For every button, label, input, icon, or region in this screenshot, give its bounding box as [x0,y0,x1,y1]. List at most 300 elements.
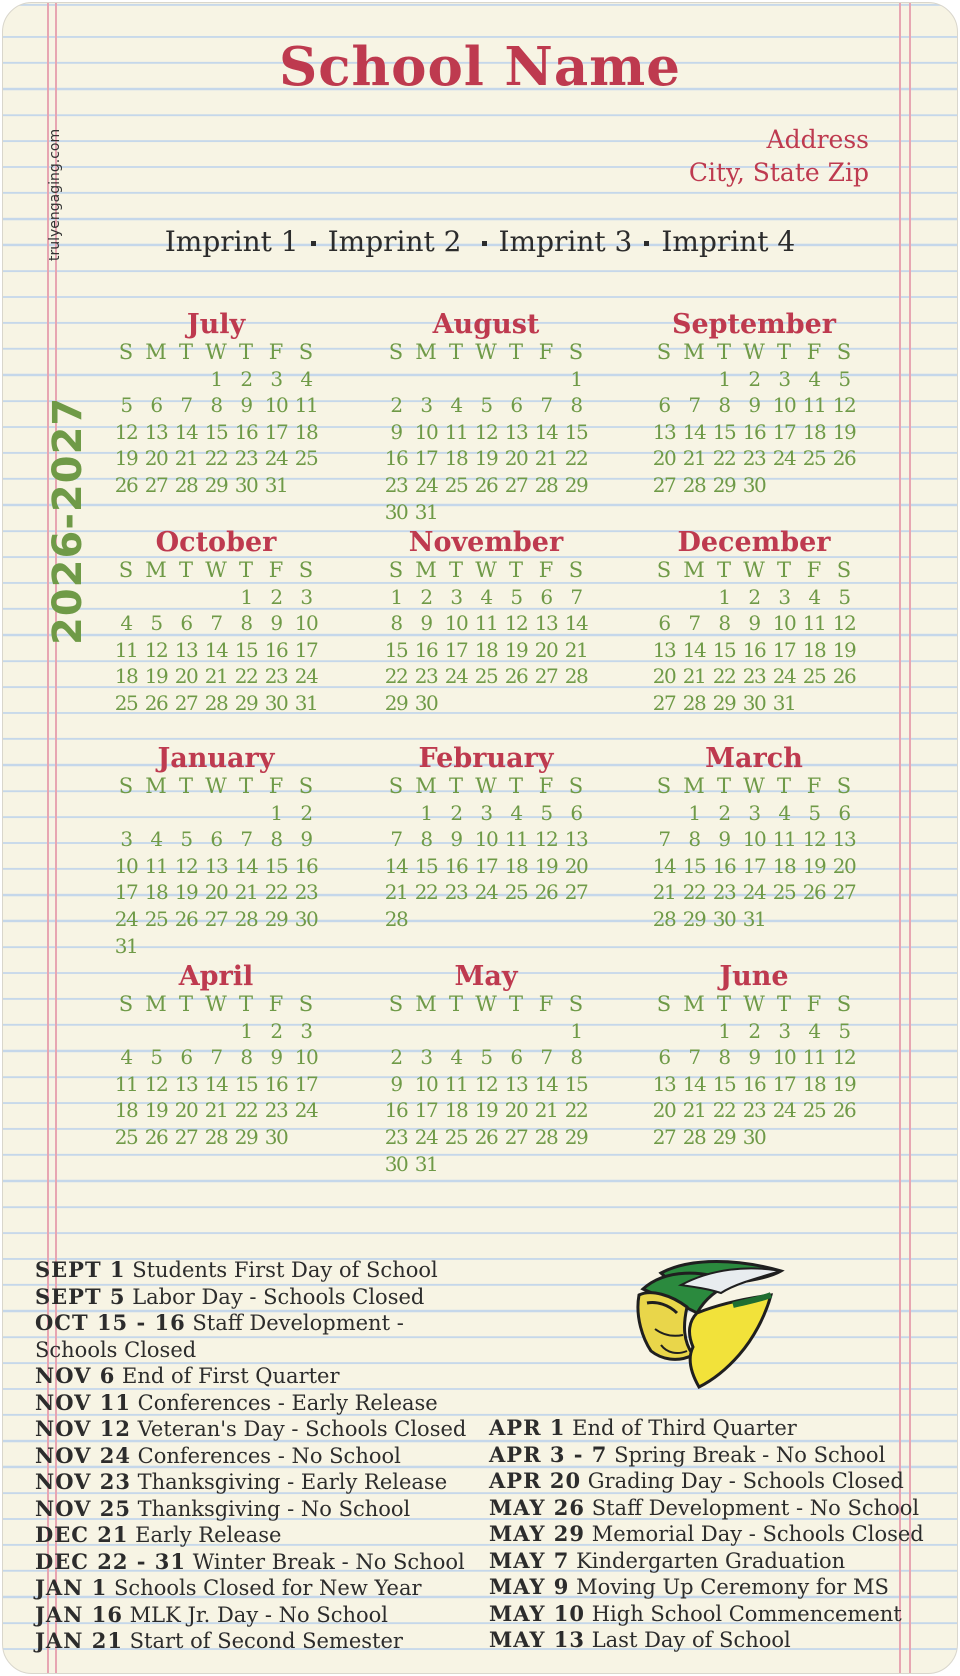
calendar-day: 25 [444,1124,468,1149]
calendar-day: 31 [414,499,438,524]
event-item [35,1549,466,1576]
weekday-header: S [388,774,404,798]
month-name: July [186,309,246,340]
calendar-day: 4 [808,1018,820,1043]
calendar-day: 26 [474,1124,498,1149]
calendar-day: 3 [300,1018,312,1043]
calendar-day: 13 [144,419,168,444]
event-date: NOV 12 [35,1416,131,1441]
calendar-day: 4 [510,800,522,825]
calendar-day: 14 [534,1071,558,1096]
calendar-day: 8 [240,611,252,636]
calendar-day: 17 [772,419,796,444]
website-url: trulyengaging.com [47,128,63,261]
month-name: March [705,743,803,774]
calendar-day: 27 [652,1124,676,1149]
calendar-day: 21 [234,880,258,905]
calendar-day: 30 [414,690,438,715]
calendar-day: 15 [384,637,408,662]
blank-day [679,366,709,393]
calendar-day: 19 [802,853,826,878]
calendar-day: 7 [540,1045,552,1070]
event-date: MAY 13 [489,1627,586,1652]
weekday-header: T [508,340,523,364]
event-item [489,1468,924,1495]
weekday-header: W [205,992,227,1016]
event-description: End of First Quarter [122,1364,340,1388]
month-name: February [418,743,554,774]
calendar-day: 17 [414,1098,438,1123]
calendar-day: 13 [504,419,528,444]
month-name: January [157,743,275,774]
calendar-day: 8 [688,827,700,852]
calendar-day: 5 [838,1018,850,1043]
blank-day [441,366,471,393]
weekday-header: W [743,340,765,364]
calendar-day: 15 [712,1071,736,1096]
calendar-day: 10 [772,611,796,636]
calendar-day: 28 [534,1124,558,1149]
calendar-day: 16 [742,1071,766,1096]
blank-day [171,800,201,827]
calendar-day: 20 [652,664,676,689]
calendar-day: 27 [652,472,676,497]
weekday-header: T [508,992,523,1016]
calendar-day: 7 [688,611,700,636]
calendar-day: 13 [204,853,228,878]
weekday-header: M [145,774,167,798]
calendar-day: 5 [540,800,552,825]
calendar-day: 12 [474,1071,498,1096]
weekday-header: T [508,558,523,582]
calendar-day: 2 [718,800,730,825]
calendar-day: 15 [414,853,438,878]
calendar-day: 11 [802,393,826,418]
calendar-day: 14 [204,1071,228,1096]
calendar-day: 16 [384,1098,408,1123]
calendar-day: 10 [444,611,468,636]
event-description: Last Day of School [591,1628,791,1652]
calendar-day: 10 [772,1045,796,1070]
calendar-day: 1 [420,800,432,825]
calendar-day: 9 [270,1045,282,1070]
event-item [35,1443,466,1470]
calendar-day: 27 [534,664,558,689]
calendar-day: 26 [534,880,558,905]
day-grid [649,557,859,717]
calendar-day: 18 [802,419,826,444]
calendar-day: 19 [832,419,856,444]
month-name: November [408,527,564,558]
event-date: SEPT 1 [35,1257,126,1282]
blank-day [649,1018,679,1045]
weekday-header: T [238,558,253,582]
calendar-day: 16 [264,637,288,662]
event-description: Spring Break - No School [614,1442,886,1467]
calendar-day: 31 [294,690,318,715]
calendar-day: 22 [264,880,288,905]
calendar-day: 23 [444,880,468,905]
event-item [35,1337,466,1364]
calendar-day: 13 [564,827,588,852]
calendar-day: 29 [682,906,706,931]
calendar-day: 12 [832,1045,856,1070]
calendar-day: 26 [144,690,168,715]
calendar-day: 3 [480,800,492,825]
calendar-day: 14 [384,853,408,878]
calendar-day: 30 [712,906,736,931]
calendar-day: 13 [534,611,558,636]
calendar-day: 5 [180,827,192,852]
calendar-day: 18 [474,637,498,662]
blank-day [679,1018,709,1045]
calendar-day: 20 [144,446,168,471]
calendar-day: 13 [174,637,198,662]
weekday-header: M [683,774,705,798]
calendar-day: 19 [144,1098,168,1123]
calendar-day: 14 [564,611,588,636]
address-line: Address [766,125,869,154]
weekday-header: T [448,774,463,798]
calendar-day: 3 [778,366,790,391]
calendar-day: 4 [300,366,312,391]
calendar-day: 31 [742,906,766,931]
month-september [649,311,859,499]
event-date: NOV 11 [35,1389,131,1415]
month-august [381,311,591,525]
calendar-day: 1 [570,366,582,391]
event-description: MLK Jr. Day - No School [129,1602,389,1627]
calendar-day: 4 [450,393,462,418]
calendar-day: 12 [474,419,498,444]
calendar-day: 13 [652,637,676,662]
calendar-day: 14 [204,637,228,662]
calendar-day: 31 [264,472,288,497]
calendar-day: 1 [718,584,730,609]
weekday-header: T [448,340,463,364]
event-description: Staff Development - [192,1311,404,1335]
month-march [649,745,859,933]
calendar-day: 19 [534,853,558,878]
day-grid [381,773,591,933]
weekday-header: S [568,774,584,798]
calendar-day: 21 [534,446,558,471]
calendar-day: 25 [802,1098,826,1123]
calendar-day: 3 [300,584,312,609]
weekday-header: S [656,992,672,1016]
event-item [489,1601,924,1628]
calendar-day: 16 [234,419,258,444]
weekday-header: T [238,340,253,364]
calendar-day: 17 [294,637,318,662]
calendar-day: 19 [474,446,498,471]
month-october [111,529,321,717]
weekday-header: T [178,774,193,798]
calendar-day: 17 [114,880,138,905]
calendar-day: 19 [504,637,528,662]
calendar-day: 28 [564,664,588,689]
calendar-day: 12 [832,611,856,636]
calendar-day: 5 [838,584,850,609]
calendar-day: 12 [534,827,558,852]
calendar-day: 7 [688,393,700,418]
calendar-day: 28 [682,472,706,497]
event-description: Winter Break - No School [192,1549,465,1574]
month-november [381,529,591,717]
blank-day [111,366,141,393]
calendar-day: 1 [210,366,222,391]
weekday-header: T [448,992,463,1016]
calendar-day: 29 [234,1124,258,1149]
calendar-day: 27 [504,1124,528,1149]
calendar-day: 2 [420,584,432,609]
calendar-day: 5 [480,1045,492,1070]
weekday-header: S [388,340,404,364]
weekday-header: F [806,340,822,364]
calendar-day: 19 [174,880,198,905]
calendar-day: 12 [174,853,198,878]
calendar-day: 26 [504,664,528,689]
day-grid [649,773,859,933]
calendar-day: 13 [652,419,676,444]
calendar-day: 9 [450,827,462,852]
calendar-day: 10 [742,827,766,852]
calendar-day: 21 [682,664,706,689]
calendar-day: 8 [718,393,730,418]
calendar-day: 3 [120,827,132,852]
calendar-day: 23 [742,446,766,471]
calendar-day: 3 [778,584,790,609]
month-name: August [432,309,540,340]
blank-day [411,1018,441,1045]
blank-day [141,800,171,827]
calendar-day: 12 [144,1071,168,1096]
event-item [35,1310,466,1337]
weekday-header: T [178,340,193,364]
calendar-day: 30 [264,1124,288,1149]
weekday-header: W [475,340,497,364]
weekday-header: S [568,992,584,1016]
calendar-day: 28 [682,1124,706,1149]
event-item [489,1548,924,1575]
calendar-day: 2 [390,1045,402,1070]
weekday-header: M [683,992,705,1016]
calendar-day: 8 [718,611,730,636]
weekday-header: S [118,774,134,798]
calendar-day: 10 [294,611,318,636]
weekday-header: M [415,992,437,1016]
event-date: JAN 1 [35,1575,108,1600]
month-february [381,745,591,933]
calendar-day: 12 [144,637,168,662]
calendar-day: 4 [150,827,162,852]
calendar-day: 8 [210,393,222,418]
weekday-header: S [836,340,852,364]
weekday-header: T [716,774,731,798]
calendar-day: 20 [564,853,588,878]
calendar-day: 7 [390,827,402,852]
calendar-day: 1 [270,800,282,825]
calendar-day: 9 [240,393,252,418]
calendar-day: 23 [384,472,408,497]
blank-day [471,366,501,393]
calendar-day: 18 [444,1098,468,1123]
event-item [35,1469,466,1496]
calendar-day: 21 [204,664,228,689]
calendar-day: 18 [802,1071,826,1096]
calendar-day: 22 [384,664,408,689]
month-name: December [677,527,831,558]
calendar-day: 14 [652,853,676,878]
month-june [649,963,859,1151]
month-name: April [178,961,254,992]
calendar-day: 21 [174,446,198,471]
calendar-day: 16 [264,1071,288,1096]
calendar-day: 14 [682,637,706,662]
calendar-day: 25 [294,446,318,471]
calendar-day: 29 [564,472,588,497]
calendar-day: 11 [294,393,318,418]
calendar-day: 28 [534,472,558,497]
month-name: October [155,527,277,558]
blank-day [381,366,411,393]
calendar-day: 6 [658,393,670,418]
event-item [489,1574,924,1601]
day-grid [381,557,591,717]
event-description: Thanksgiving - Early Release [137,1470,448,1494]
calendar-day: 4 [450,1045,462,1070]
calendar-day: 21 [564,637,588,662]
calendar-day: 17 [264,419,288,444]
day-grid [111,991,321,1151]
calendar-day: 7 [688,1045,700,1070]
calendar-day: 13 [174,1071,198,1096]
calendar-day: 3 [420,1045,432,1070]
calendar-day: 2 [270,584,282,609]
blank-day [531,366,561,393]
calendar-day: 22 [712,664,736,689]
event-description: Labor Day - Schools Closed [132,1284,425,1309]
event-date: NOV 6 [35,1363,116,1388]
calendar-day: 30 [264,690,288,715]
calendar-day: 14 [234,853,258,878]
calendar-day: 6 [180,611,192,636]
event-date: APR 3 - 7 [489,1441,608,1467]
calendar-day: 21 [204,1098,228,1123]
weekday-header: S [118,992,134,1016]
event-item [35,1284,466,1311]
blank-day [171,366,201,393]
calendar-day: 1 [718,366,730,391]
event-item [35,1628,466,1655]
weekday-header: F [538,992,554,1016]
event-item [489,1415,924,1442]
calendar-day: 11 [772,827,796,852]
calendar-day: 20 [504,1098,528,1123]
calendar-day: 29 [712,472,736,497]
weekday-header: S [298,340,314,364]
weekday-header: S [118,340,134,364]
weekday-header: W [475,558,497,582]
calendar-day: 30 [742,1124,766,1149]
event-description: Kindergarten Graduation [576,1548,846,1573]
calendar-day: 30 [384,1151,408,1176]
calendar-day: 2 [450,800,462,825]
calendar-day: 10 [414,1071,438,1096]
calendar-day: 24 [444,664,468,689]
event-date: JAN 16 [35,1601,123,1627]
event-description: Students First Day of School [132,1258,438,1282]
blank-day [231,800,261,827]
weekday-header: F [268,558,284,582]
weekday-header: T [776,340,791,364]
calendar-day: 28 [652,906,676,931]
calendar-day: 22 [564,446,588,471]
calendar-day: 25 [144,906,168,931]
calendar-day: 10 [474,827,498,852]
calendar-day: 11 [802,611,826,636]
weekday-header: M [145,992,167,1016]
weekday-header: W [743,992,765,1016]
calendar-day: 15 [564,1071,588,1096]
calendar-day: 23 [712,880,736,905]
calendar-day: 25 [444,472,468,497]
calendar-day: 21 [534,1098,558,1123]
weekday-header: S [118,558,134,582]
calendar-day: 6 [150,393,162,418]
calendar-day: 2 [390,393,402,418]
weekday-header: W [743,774,765,798]
calendar-day: 25 [772,880,796,905]
calendar-day: 20 [204,880,228,905]
weekday-header: W [205,340,227,364]
weekday-header: S [568,340,584,364]
event-item [35,1416,466,1443]
weekday-header: M [415,558,437,582]
calendar-day: 9 [390,1071,402,1096]
calendar-day: 24 [294,664,318,689]
blank-day [111,584,141,611]
event-date: NOV 25 [35,1495,131,1521]
calendar-day: 8 [570,1045,582,1070]
calendar-day: 28 [682,690,706,715]
calendar-day: 21 [682,1098,706,1123]
event-description: Schools Closed [35,1337,197,1362]
event-item [35,1602,466,1629]
calendar-day: 2 [240,366,252,391]
calendar-day: 14 [174,419,198,444]
event-item [35,1390,466,1417]
imprint-1: Imprint 1 [164,225,299,258]
blank-day [111,1018,141,1045]
calendar-day: 15 [564,419,588,444]
calendar-day: 27 [204,906,228,931]
calendar-day: 10 [294,1045,318,1070]
day-grid [111,339,321,499]
calendar-day: 11 [444,419,468,444]
calendar-day: 20 [652,1098,676,1123]
calendar-day: 9 [718,827,730,852]
calendar-day: 22 [712,446,736,471]
blank-day [171,584,201,611]
calendar-day: 9 [748,611,760,636]
calendar-day: 28 [204,690,228,715]
calendar-day: 24 [114,906,138,931]
weekday-header: W [743,558,765,582]
calendar-day: 5 [480,393,492,418]
calendar-day: 9 [390,419,402,444]
weekday-header: T [238,992,253,1016]
